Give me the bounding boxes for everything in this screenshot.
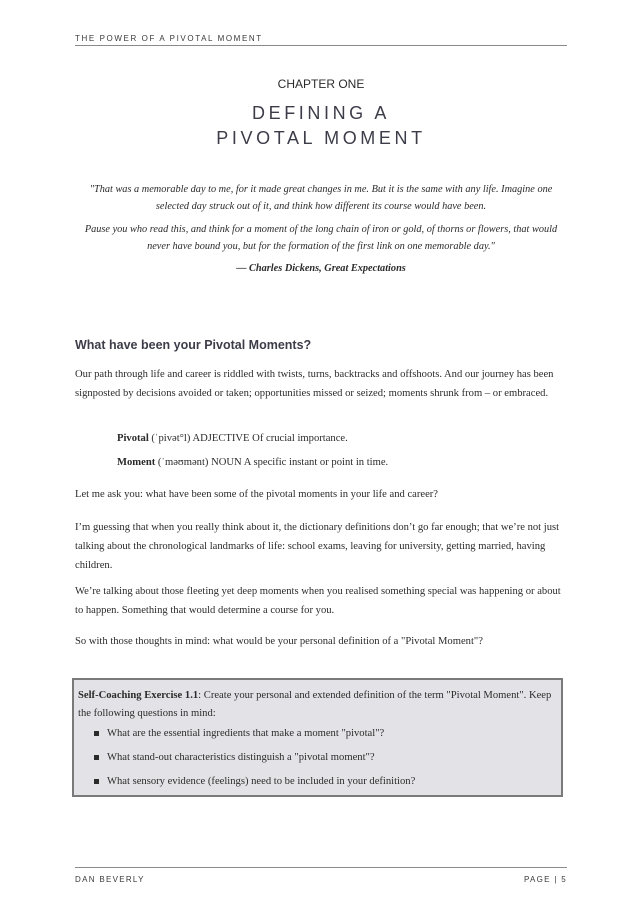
list-item-text: What are the essential ingredients that make a moment "pivotal"? <box>107 728 385 739</box>
list-item <box>94 752 415 764</box>
chapter-title-line2: PIVOTAL MOMENT <box>216 128 426 148</box>
exercise-intro <box>78 687 558 723</box>
body-paragraph-2: Let me ask you: what have been some of the pivotal moments in your life and career? <box>75 489 439 500</box>
definition-term: Moment <box>117 457 156 468</box>
list-item <box>94 776 415 788</box>
body-paragraph-4: We’re talking about those fleeting yet deep moments when you realised something special was happening or about to happen. Something that would determine a course for you. <box>75 586 561 616</box>
chapter-label: CHAPTER ONE <box>277 77 365 91</box>
page-footer <box>75 867 567 884</box>
body-paragraph-5: So with those thoughts in mind: what would be your personal definition of a "Pivotal Moment"? <box>75 636 483 647</box>
list-item <box>94 728 415 740</box>
exercise-instruction: : Create your personal and extended definition of the term "Pivotal Moment". Keep the following questions in mind: <box>78 690 552 719</box>
list-item-text: What sensory evidence (feelings) need to be included in your definition? <box>107 776 416 787</box>
footer-author: DAN BEVERLY <box>75 875 145 884</box>
list-item-text: What stand-out characteristics distinguish a "pivotal moment"? <box>107 752 375 763</box>
body-paragraph-3: I’m guessing that when you really think about it, the dictionary definitions don’t go far enough; that we’re not just talking about the chronological landmarks of life: school exams, leaving for university, getting married, having children. <box>75 522 560 571</box>
definition-term: Pivotal <box>117 433 149 444</box>
square-bullet-icon <box>94 731 99 736</box>
definition-moment <box>117 454 388 471</box>
exercise-label: Self-Coaching Exercise 1.1 <box>78 690 199 701</box>
running-title: THE POWER OF A PIVOTAL MOMENT <box>75 34 263 43</box>
definition-text: (ˈməʊmənt) NOUN A specific instant or point in time. <box>155 457 389 468</box>
square-bullet-icon <box>94 779 99 784</box>
exercise-question-list <box>94 728 415 800</box>
definition-pivotal <box>117 430 348 447</box>
square-bullet-icon <box>94 755 99 760</box>
running-header <box>75 34 567 46</box>
epigraph-paragraph-2: Pause you who read this, and think for a moment of the long chain of iron or gold, of thorns or flowers, that would never have bound you, but for the formation of the first link on one memorable day." <box>84 224 558 252</box>
chapter-title-line1: DEFINING A <box>251 103 390 123</box>
definition-text: (ˈpivət°l) ADJECTIVE Of crucial importance. <box>148 433 348 444</box>
epigraph-paragraph-1: "That was a memorable day to me, for it made great changes in me. But it is the same with any life. Imagine one selected day struck out of it, and think how different its course would have been. <box>89 184 553 212</box>
footer-page-number: PAGE | 5 <box>523 875 567 884</box>
body-paragraph-1: Our path through life and career is riddled with twists, turns, backtracks and offshoots. And our journey has been signposted by decisions avoided or taken; opportunities missed or seized; moments shrunk from – or embraced. <box>75 369 554 399</box>
epigraph-attribution: — Charles Dickens, Great Expectations <box>236 263 406 274</box>
section-heading: What have been your Pivotal Moments? <box>75 338 312 352</box>
exercise-box <box>72 678 563 797</box>
